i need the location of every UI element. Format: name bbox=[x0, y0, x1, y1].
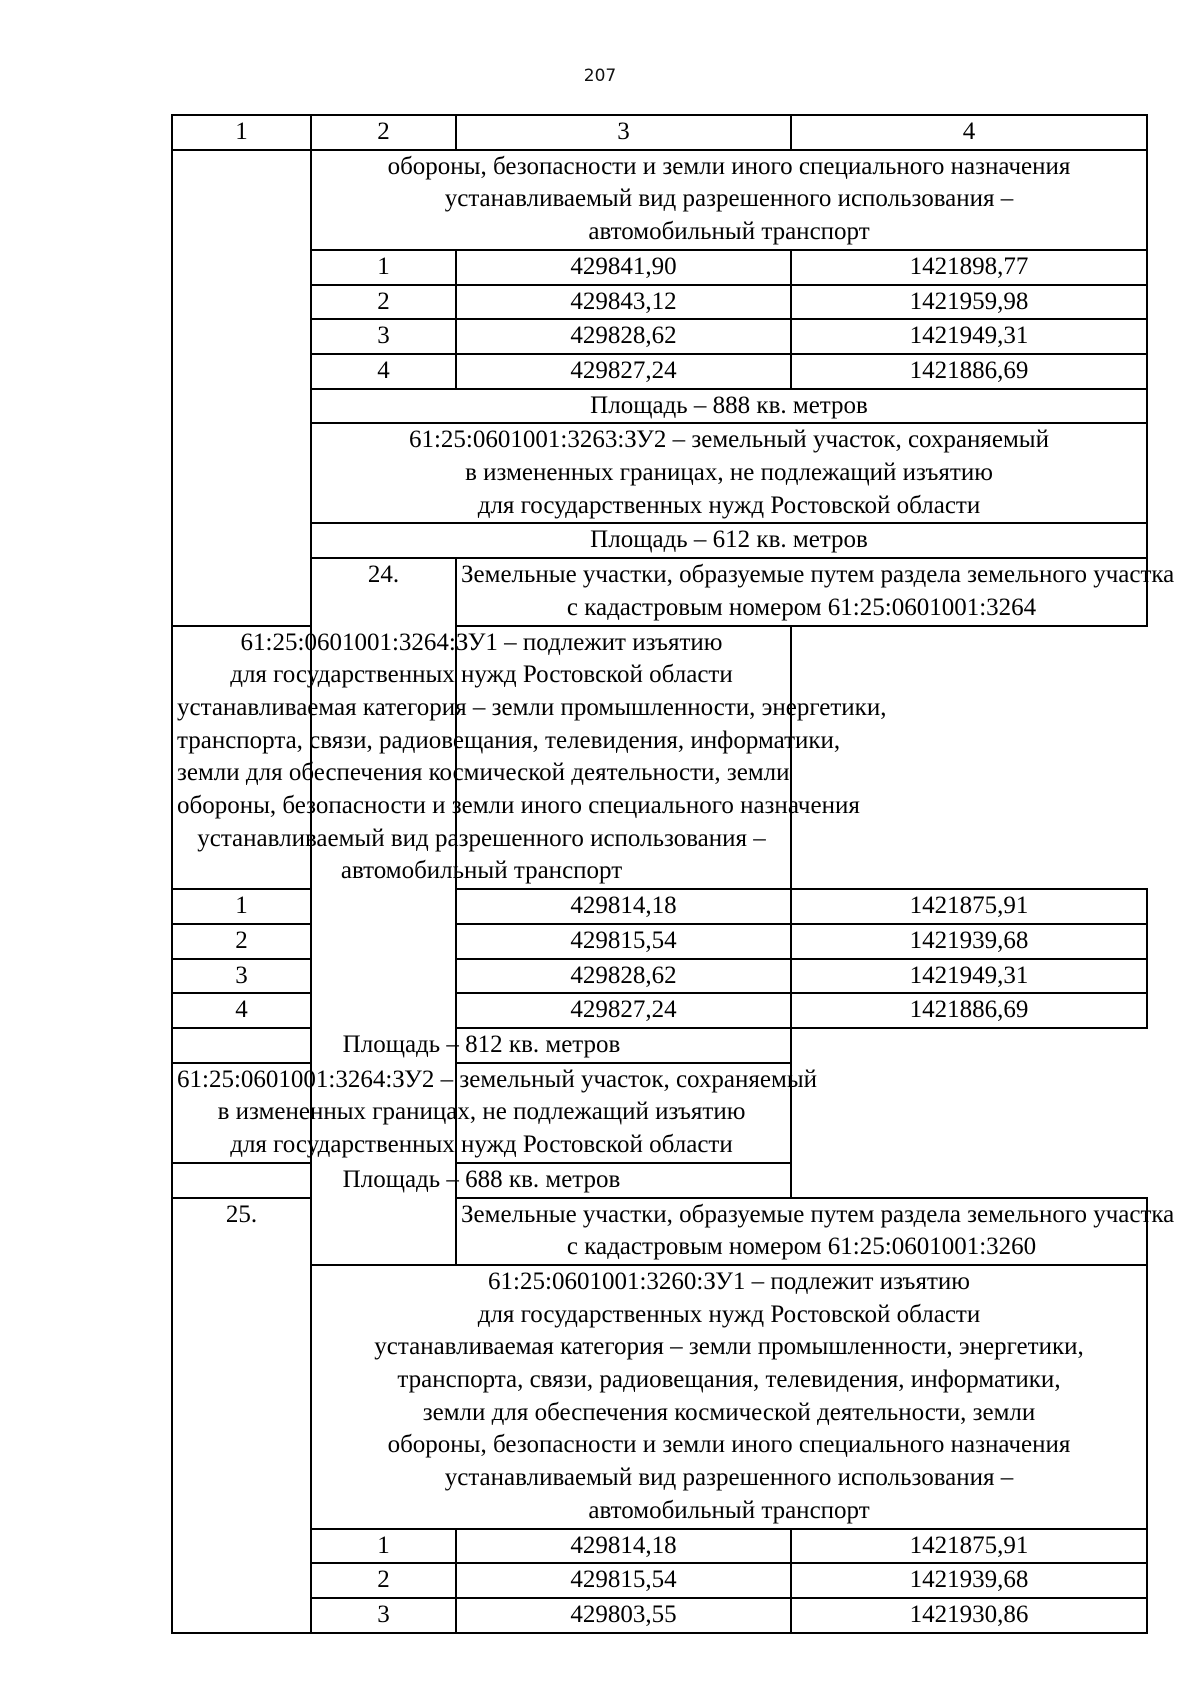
coord-y: 1421886,69 bbox=[791, 354, 1147, 389]
text-line: автомобильный транспорт bbox=[588, 218, 870, 246]
coord-y: 1421898,77 bbox=[791, 250, 1147, 285]
plot1-description-cell bbox=[311, 1265, 1147, 1529]
point-number: 1 bbox=[311, 1529, 456, 1564]
text-line: 61:25:0601001:3264:ЗУ1 – подлежит изъятию bbox=[240, 628, 723, 656]
point-number: 4 bbox=[311, 354, 456, 389]
text-line: автомобильный транспорт bbox=[588, 1496, 870, 1524]
text-line: автомобильный транспорт bbox=[340, 857, 623, 885]
text-line: обороны, безопасности и земли иного специального назначения bbox=[177, 792, 860, 820]
coord-y: 1421939,68 bbox=[791, 1563, 1147, 1598]
header-col-1: 1 bbox=[172, 115, 311, 150]
point-number: 2 bbox=[311, 1563, 456, 1598]
point-number: 3 bbox=[311, 1598, 456, 1633]
area-cell: Площадь – 612 кв. метров bbox=[311, 523, 1147, 558]
point-number: 3 bbox=[311, 319, 456, 354]
coordinates-table bbox=[171, 114, 1175, 1634]
point-number: 2 bbox=[311, 285, 456, 320]
coord-y: 1421949,31 bbox=[791, 319, 1147, 354]
point-number: 1 bbox=[311, 250, 456, 285]
text-line: для государственных нужд Ростовской области bbox=[477, 1300, 981, 1328]
text-line: устанавливаемый вид разрешенного использования – bbox=[444, 185, 1014, 213]
text-line: Земельные участки, образуемые путем раздела земельного участка bbox=[461, 561, 1175, 589]
plot2-description-cell bbox=[172, 1063, 818, 1163]
text-line: земли для обеспечения космической деятельности, земли bbox=[422, 1398, 1036, 1426]
plot1-description-cell bbox=[172, 626, 887, 890]
coord-y: 1421939,68 bbox=[791, 924, 1147, 959]
header-row bbox=[172, 115, 1147, 150]
text-line: для государственных нужд Ростовской области bbox=[230, 661, 733, 689]
section-title-cell bbox=[456, 1198, 1175, 1265]
area-cell: Площадь – 688 кв. метров bbox=[172, 1163, 791, 1198]
coord-row bbox=[172, 1529, 1147, 1564]
section-title-row bbox=[172, 558, 1147, 625]
cont-description-row bbox=[172, 150, 1147, 250]
coord-y: 1421875,91 bbox=[791, 889, 1147, 924]
coord-y: 1421949,31 bbox=[791, 959, 1147, 994]
coord-x: 429814,18 bbox=[456, 1529, 791, 1564]
plot2-row bbox=[172, 423, 1147, 523]
coord-row bbox=[172, 319, 1147, 354]
area-row bbox=[172, 1028, 1147, 1063]
text-line: 61:25:0601001:3264:ЗУ2 – земельный участок, сохраняемый bbox=[177, 1065, 818, 1093]
text-line: обороны, безопасности и земли иного специального назначения bbox=[387, 152, 1071, 180]
text-line: 61:25:0601001:3260:ЗУ1 – подлежит изъятию bbox=[488, 1267, 970, 1295]
coord-x: 429803,55 bbox=[456, 1598, 791, 1633]
coord-x: 429815,54 bbox=[456, 924, 791, 959]
plot2-row bbox=[172, 1063, 1147, 1163]
plot1-row bbox=[172, 626, 1147, 890]
text-line: 61:25:0601001:3263:ЗУ2 – земельный участок, сохраняемый bbox=[408, 426, 1049, 454]
area-row bbox=[172, 389, 1147, 424]
page-number: 207 bbox=[583, 66, 617, 86]
text-line: для государственных нужд Ростовской области bbox=[477, 491, 981, 519]
coord-x: 429815,54 bbox=[456, 1563, 791, 1598]
text-line: Земельные участки, образуемые путем раздела земельного участка bbox=[461, 1200, 1175, 1228]
coord-y: 1421875,91 bbox=[791, 1529, 1147, 1564]
coord-x: 429841,90 bbox=[456, 250, 791, 285]
text-line: в измененных границах, не подлежащий изъятию bbox=[465, 459, 993, 487]
text-line: транспорта, связи, радиовещания, телевидения, информатики, bbox=[177, 726, 841, 754]
text-line: устанавливаемый вид разрешенного использования – bbox=[197, 824, 766, 852]
area-row bbox=[172, 1163, 1147, 1198]
cont-description-cell bbox=[311, 150, 1147, 250]
coord-x: 429828,62 bbox=[456, 319, 791, 354]
coord-row bbox=[172, 354, 1147, 389]
text-line: устанавливаемая категория – земли промышленности, энергетики, bbox=[177, 693, 887, 721]
area-cell: Площадь – 888 кв. метров bbox=[311, 389, 1147, 424]
point-number: 3 bbox=[172, 959, 311, 994]
plot2-description-cell bbox=[311, 423, 1147, 523]
coord-y: 1421886,69 bbox=[791, 993, 1147, 1028]
header-col-2: 2 bbox=[311, 115, 456, 150]
coord-row bbox=[172, 1563, 1147, 1598]
coord-x: 429827,24 bbox=[456, 354, 791, 389]
point-number: 2 bbox=[172, 924, 311, 959]
coord-x: 429827,24 bbox=[456, 993, 791, 1028]
text-line: в измененных границах, не подлежащий изъятию bbox=[217, 1098, 746, 1126]
coord-x: 429843,12 bbox=[456, 285, 791, 320]
coord-x: 429814,18 bbox=[456, 889, 791, 924]
cont-number-cell bbox=[172, 150, 311, 626]
area-row bbox=[172, 523, 1147, 558]
coord-y: 1421959,98 bbox=[791, 285, 1147, 320]
header-col-4: 4 bbox=[791, 115, 1147, 150]
point-number: 4 bbox=[172, 993, 311, 1028]
text-line: обороны, безопасности и земли иного специального назначения bbox=[387, 1431, 1071, 1459]
coord-row bbox=[172, 250, 1147, 285]
text-line: с кадастровым номером 61:25:0601001:3260 bbox=[566, 1233, 1037, 1261]
coord-row bbox=[172, 1598, 1147, 1633]
coord-y: 1421930,86 bbox=[791, 1598, 1147, 1633]
text-line: земли для обеспечения космической деятельности, земли bbox=[177, 759, 790, 787]
section-number: 25. bbox=[172, 1198, 311, 1633]
coord-x: 429828,62 bbox=[456, 959, 791, 994]
text-line: транспорта, связи, радиовещания, телевидения, информатики, bbox=[397, 1366, 1061, 1394]
plot1-row bbox=[172, 1265, 1147, 1529]
section-number: 24. bbox=[311, 558, 456, 1265]
area-cell: Площадь – 812 кв. метров bbox=[172, 1028, 791, 1063]
text-line: устанавливаемый вид разрешенного использования – bbox=[444, 1464, 1014, 1492]
text-line: для государственных нужд Ростовской области bbox=[230, 1131, 733, 1159]
header-col-3: 3 bbox=[456, 115, 791, 150]
text-line: с кадастровым номером 61:25:0601001:3264 bbox=[566, 593, 1037, 621]
point-number: 1 bbox=[172, 889, 311, 924]
text-line: устанавливаемая категория – земли промышленности, энергетики, bbox=[374, 1333, 1084, 1361]
coord-row bbox=[172, 285, 1147, 320]
section-title-cell bbox=[456, 558, 1175, 625]
